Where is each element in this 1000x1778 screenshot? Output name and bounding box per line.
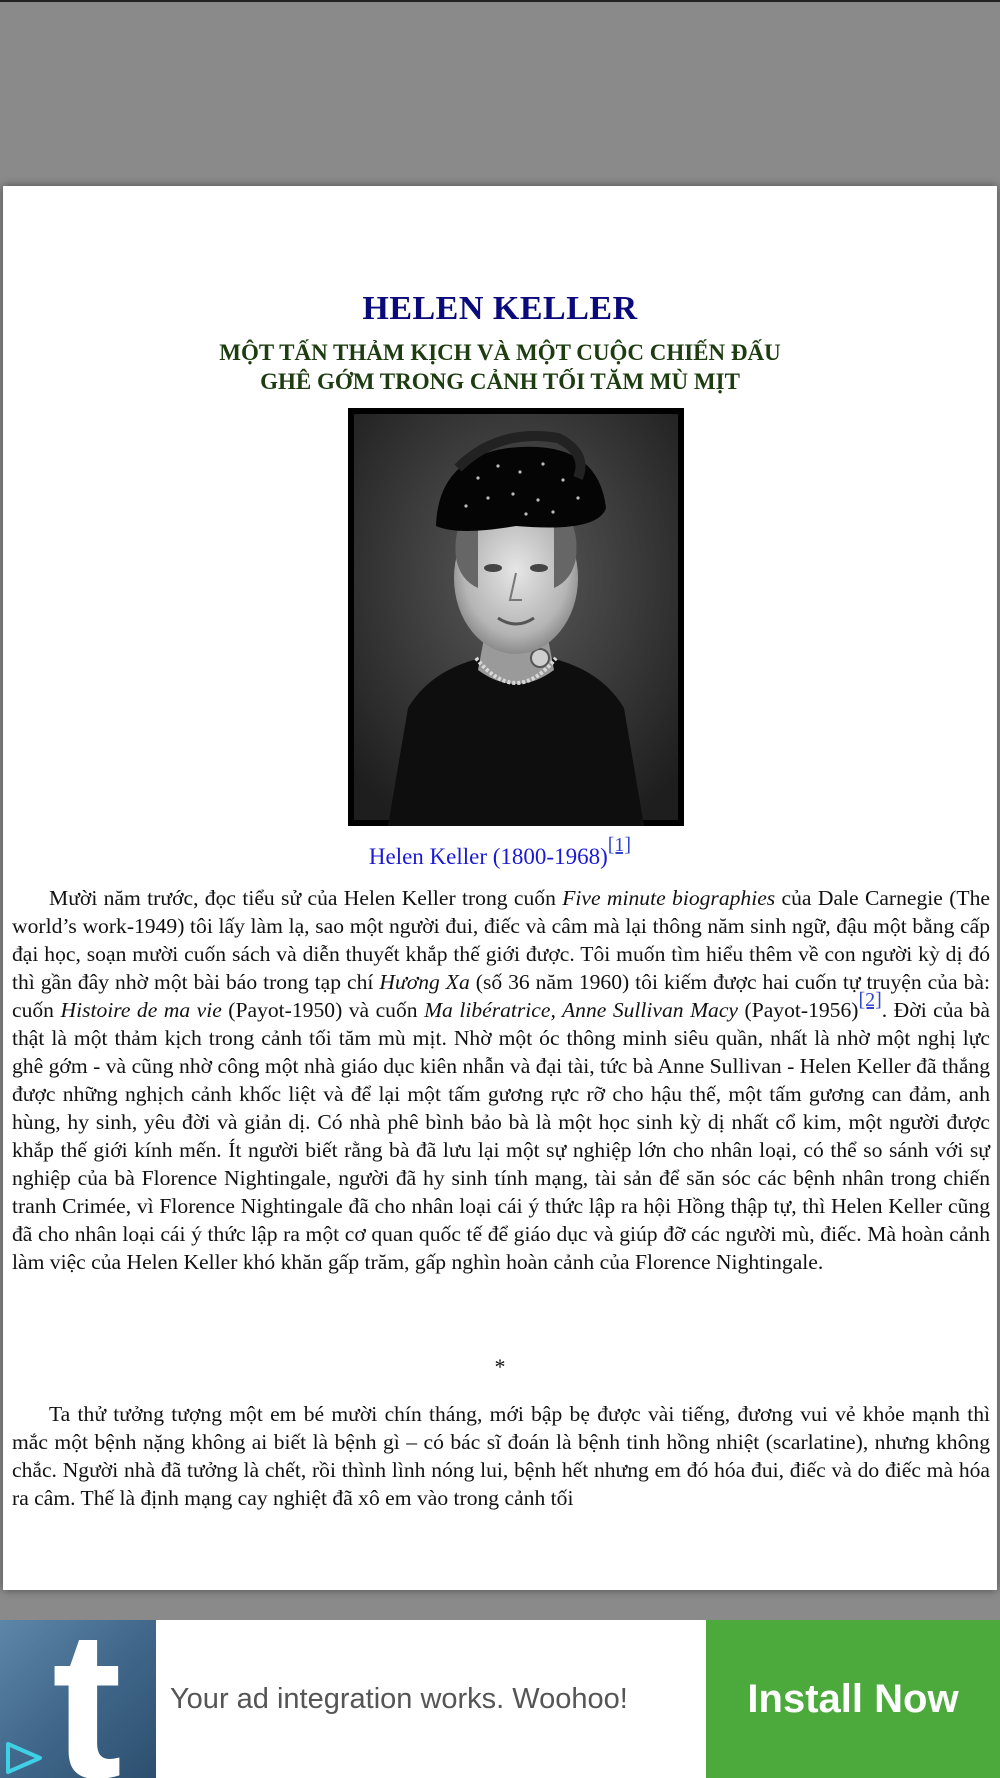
image-caption [3, 834, 997, 870]
p1-book-title-1: Five minute biographies [562, 886, 776, 910]
ad-play-icon [4, 1740, 44, 1776]
p1-book-title-3: Ma libératrice, Anne Sullivan Macy [424, 998, 739, 1022]
subtitle-line-2: GHÊ GỚM TRONG CẢNH TỐI TĂM MÙ MỊT [260, 369, 740, 394]
paragraph-2: Ta thử tưởng tượng một em bé mười chín tháng, mới bập bẹ được vài tiếng, đương vui vẻ khỏe mạnh thì mắc một bệnh nặng không ai biết là bệnh gì – có bác sĩ đoán là bệnh tinh hồng nhiệt (scarlatine), nhưng không chắc. Người nhà đã tưởng là chết, rồi thình lình nóng lui, bệnh hết nhưng em đó hóa đui, điếc và do điếc mà hóa ra câm. Thế là định mạng cay nghiệt đã xô em vào trong cảnh tối [12, 1402, 990, 1510]
status-bar [0, 0, 1000, 2]
p1-text-a: Mười năm trước, đọc tiểu sử của Helen Keller trong cuốn [49, 886, 563, 910]
p1-magazine-title: Hương Xa [379, 970, 470, 994]
page-subtitle [3, 338, 997, 396]
ad-message: Your ad integration works. Woohoo! [170, 1683, 628, 1715]
p1-text-i: (Payot-1956) [738, 998, 859, 1022]
ad-banner[interactable] [0, 1620, 1000, 1778]
p1-text-c: của Dale Carnegie (The world’s work-1949) tôi lấy làm lạ, sao một người đui, điếc và câm mà lại thông năm sinh ngữ, đậu một bằng cấp đại học, soạn mười cuốn sách và diễn thuyết khắp thế giới được. Tôi muốn tìm hiểu thêm về con người kỳ dị đó thì gần đây nhờ một bài báo trong tạp chí [12, 886, 990, 994]
install-now-button[interactable]: Install Now [706, 1620, 1000, 1778]
page-title: HELEN KELLER [362, 290, 638, 327]
tumblr-logo-icon [0, 1620, 156, 1778]
paragraph-1 [12, 884, 990, 1276]
logo-letter: t [52, 1620, 122, 1778]
subtitle-line-1: MỘT TẤN THẢM KỊCH VÀ MỘT CUỘC CHIẾN ĐẤU [219, 340, 781, 365]
p1-book-title-2: Histoire de ma vie [60, 998, 222, 1022]
section-separator: * [494, 1354, 506, 1379]
p1-text-e: (số 36 năm 1960) tôi kiếm được hai cuốn tự truyện của bà: cuốn [12, 970, 990, 1022]
footnote-link-1[interactable]: [1] [607, 834, 632, 856]
document-page[interactable] [3, 186, 997, 1590]
p1-text-g: (Payot-1950) và cuốn [221, 998, 425, 1022]
caption-text: Helen Keller (1800-1968) [368, 844, 608, 869]
p1-text-j: . Đời của bà thật là một thảm kịch trong cảnh tối tăm mù mịt. Nhờ một óc thông minh siêu quần, nhất là nhờ một nghị lực ghê gớm - và cũng nhờ công một nhà giáo dục kiên nhẫn và đại tài, tức bà Anne Sullivan - Helen Keller đã thắng được những nghịch cảnh khốc liệt và để lại một tấm gương rực rỡ cho hậu thế, một tấm gương can đảm, anh hùng, hy sinh, yêu đời và giản dị. Có nhà phê bình bảo bà là một học sinh kỳ dị nhất cổ kim, một người được khắp thế giới kính mến. Ít người biết rằng bà đã lưu lại một sự nghiệp lớn cho nhân loại, có thể so sánh với sự nghiệp của bà Florence Nightingale, người đã hy sinh tính mạng, tài sản để săn sóc các bệnh nhân trong chiến tranh Crimée, vì Florence Nightingale đã cho nhân loại cái ý thức lập ra hội Hồng thập tự, thì Helen Keller cũng đã cho nhân loại cái ý thức lập ra một cơ quan quốc tế để giáo dục và giúp đỡ các người mù, điếc. Mà hoàn cảnh làm việc của Helen Keller khó khăn gấp trăm, gấp nghìn hoàn cảnh của Florence Nightingale. [12, 998, 990, 1274]
portrait-image [348, 408, 684, 826]
footnote-link-2[interactable]: [2] [858, 989, 882, 1011]
